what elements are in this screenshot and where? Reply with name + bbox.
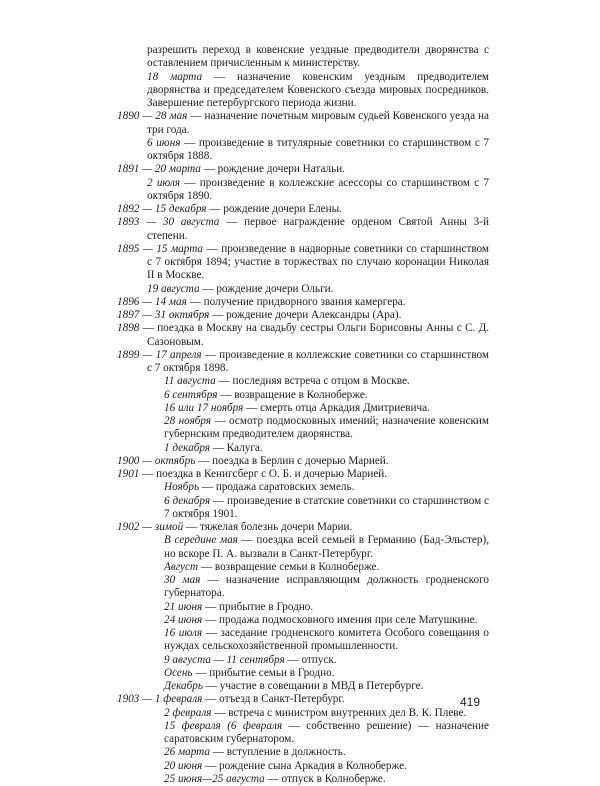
entry-text: — поездка в Кенигсберг с О. Б. и дочерью Марией.: [139, 468, 388, 480]
entry-text: — назначение ковенским уездным предводителем дворянства и председателем Ковенского съезда мировых посредников. Завершение петербургского периода жизни.: [147, 70, 489, 109]
chronology-entry: [117, 216, 489, 243]
chronology-entry: [117, 163, 489, 176]
entry-text: — тяжелая болезнь дочери Марии.: [183, 521, 353, 533]
entry-text: — собственно решение) — назначение саратовским губернатором.: [164, 719, 489, 745]
entry-date: 2 февраля: [164, 706, 212, 719]
chronology-entry: [117, 760, 489, 773]
entry-text: — рождение дочери Александры (Ара).: [209, 309, 402, 321]
chronology-entry: [117, 561, 489, 574]
entry-date: 1903 — 1 февраля: [117, 693, 203, 706]
chronology-entry: [117, 720, 489, 747]
entry-date: 19 августа: [147, 282, 200, 295]
chronology-entry: [117, 283, 489, 296]
entry-date: 1899 — 17 апреля: [117, 348, 202, 361]
entry-text: — получение придворного звания камергера.: [186, 295, 406, 308]
chronology-entry: [117, 375, 489, 388]
entry-date: 25 июня—25 августа: [164, 772, 265, 785]
entry-date: Декабрь: [164, 680, 203, 692]
entry-date: 1896 — 14 мая: [117, 295, 187, 308]
entry-date: 6 июня: [147, 136, 181, 149]
entry-date: Осень: [164, 666, 193, 679]
entry-text: — произведение в коллежские асессоры со старшинством с 7 октября 1890.: [147, 176, 489, 202]
entry-text: разрешить переход в ковенские уездные предводители дворянства с оставлением причисленным к министерству.: [147, 44, 489, 70]
entry-text: — возвращение семьи в Колноберже.: [198, 560, 380, 573]
entry-text: — осмотр подмосковных имений; назначение ковенским губернским предводителем дворянства.: [164, 415, 489, 441]
entry-date: 1898: [117, 322, 140, 335]
entry-text: — участие в совещании в МВД в Петербурге.: [202, 680, 424, 692]
entry-text: — возвращение в Колноберже.: [217, 388, 368, 401]
entry-text: — смерть отца Аркадия Дмитриевича.: [243, 401, 430, 414]
chronology-entry: [117, 773, 489, 786]
entry-text: — отпуск.: [284, 653, 337, 666]
entry-text: — поездка всей семьей в Германию (Бад-Эльстер), но вскоре П. А. вызвали в Санкт-Петербург.: [164, 534, 489, 560]
chronology-entry: [117, 203, 489, 216]
chronology-entry: [117, 71, 489, 111]
entry-text: — вступление в должность.: [209, 746, 346, 759]
chronology-entry: [117, 468, 489, 481]
entry-date: В середине мая: [164, 534, 238, 547]
entry-text: — произведение в титулярные советники со старшинством с 7 октября 1888.: [147, 136, 490, 162]
chronology-entry: [117, 322, 489, 349]
chronology-entry: [117, 680, 489, 693]
chronology-entry: [117, 481, 489, 494]
entry-date: 1 декабря: [164, 441, 210, 454]
page-number: 419: [460, 695, 481, 709]
entry-date: Август: [164, 560, 199, 573]
chronology-text: [117, 44, 489, 786]
entry-date: 24 июня: [164, 613, 203, 626]
chronology-entry: [117, 442, 489, 455]
entry-text: — рождение дочери Натальи.: [200, 163, 345, 176]
chronology-entry: [117, 521, 489, 534]
entry-date: 1891 — 20 марта: [117, 163, 201, 176]
chronology-entry: [117, 177, 489, 204]
entry-text: — прибытие семьи в Гродно.: [192, 666, 335, 679]
entry-date: 1892 — 15 декабря: [117, 203, 207, 215]
entry-text: — назначение исправляющим должность гродненского губернатора.: [164, 574, 489, 600]
chronology-entry: [117, 296, 489, 309]
chronology-entry: [117, 746, 489, 759]
entry-text: — поездка в Берлин с дочерью Марией.: [195, 454, 389, 467]
entry-date: 1895 — 15 марта: [117, 242, 204, 255]
chronology-entry: [117, 243, 489, 283]
chronology-entry: [117, 667, 489, 680]
entry-text: — произведение в статские советники со старшинством с 7 октября 1901.: [164, 494, 489, 520]
entry-text: — прибытие в Гродно.: [202, 600, 314, 613]
entry-date: 1893 — 30 августа: [117, 216, 220, 229]
entry-text: — назначение почетным мировым судьей Ковенского уезда на три года.: [147, 110, 489, 136]
chronology-entry: [117, 309, 489, 322]
chronology-entry: [117, 614, 489, 627]
entry-text: — продажа подмосковного имения при селе Матушкине.: [202, 613, 478, 626]
chronology-entry: [117, 110, 489, 137]
entry-text: — рождение сына Аркадия в Колноберже.: [202, 759, 407, 772]
entry-date: 28 ноября: [164, 415, 212, 427]
entry-date: 9 августа — 11 сентября: [164, 653, 285, 666]
entry-text: — Калуга.: [209, 441, 263, 454]
entry-text: — рождение дочери Ольги.: [199, 282, 334, 295]
chronology-entry: [117, 455, 489, 468]
entry-text: — отпуск в Колноберже.: [264, 772, 386, 785]
chronology-entry: [117, 601, 489, 614]
chronology-entry: [117, 654, 489, 667]
chronology-entry: [117, 693, 489, 706]
entry-date: 1901: [117, 468, 140, 480]
entry-date: 20 июня: [164, 759, 203, 772]
entry-date: 16 или 17 ноября: [164, 401, 244, 414]
entry-date: 15 февраля (6 февраля: [164, 719, 283, 732]
chronology-entry: [117, 495, 489, 522]
chronology-entry: [117, 534, 489, 561]
entry-text: — встреча с министром внутренних дел В. К. Плеве.: [211, 706, 467, 719]
chronology-entry: [117, 402, 489, 415]
entry-date: 1897 — 31 октября: [117, 309, 210, 321]
entry-date: 11 августа: [164, 375, 216, 388]
entry-date: 6 сентября: [164, 388, 218, 401]
entry-date: 21 июня: [164, 600, 203, 613]
entry-date: 6 декабря: [164, 494, 211, 507]
entry-text: — отъезд в Санкт-Петербург.: [202, 693, 345, 706]
entry-date: 1890 — 28 мая: [117, 110, 188, 123]
entry-date: 2 июля: [147, 176, 181, 189]
entry-date: Ноябрь: [164, 481, 200, 494]
entry-date: 1900 — октябрь: [117, 454, 196, 467]
chronology-entry: [117, 137, 489, 164]
entry-text: — произведение в коллежские советники со старшинством с 7 октября 1898.: [147, 348, 489, 374]
entry-text: — поездка в Москву на свадьбу сестры Ольги Борисовны Анны с С. Д. Сазоновым.: [139, 322, 489, 348]
chronology-entry: [117, 415, 489, 442]
entry-date: 26 марта: [164, 746, 210, 759]
entry-date: 30 мая: [164, 574, 201, 586]
chronology-entry: [117, 707, 489, 720]
entry-date: 18 марта: [147, 70, 203, 83]
chronology-entry: [117, 574, 489, 601]
chronology-entry: [117, 44, 489, 71]
entry-date: 16 июля: [164, 627, 203, 639]
chronology-entry: [117, 389, 489, 402]
entry-text: — последняя встреча с отцом в Москве.: [215, 375, 410, 388]
entry-text: — заседание гродненского комитета Особого совещания о нуждах сельскохозяйственной промышленности.: [164, 627, 489, 653]
chronology-entry: [117, 627, 489, 654]
entry-text: — рождение дочери Елены.: [206, 203, 342, 215]
entry-text: — продажа саратовских земель.: [199, 481, 355, 494]
entry-text: — первое награждение орденом Святой Анны 3-й степени.: [147, 216, 489, 242]
entry-date: 1902 — зимой: [117, 521, 184, 533]
chronology-entry: [117, 349, 489, 376]
entry-text: — произведение в надворные советники со старшинством с 7 октября 1894; участие в торжествах по случаю коронации Николая II в Москве.: [147, 242, 490, 282]
